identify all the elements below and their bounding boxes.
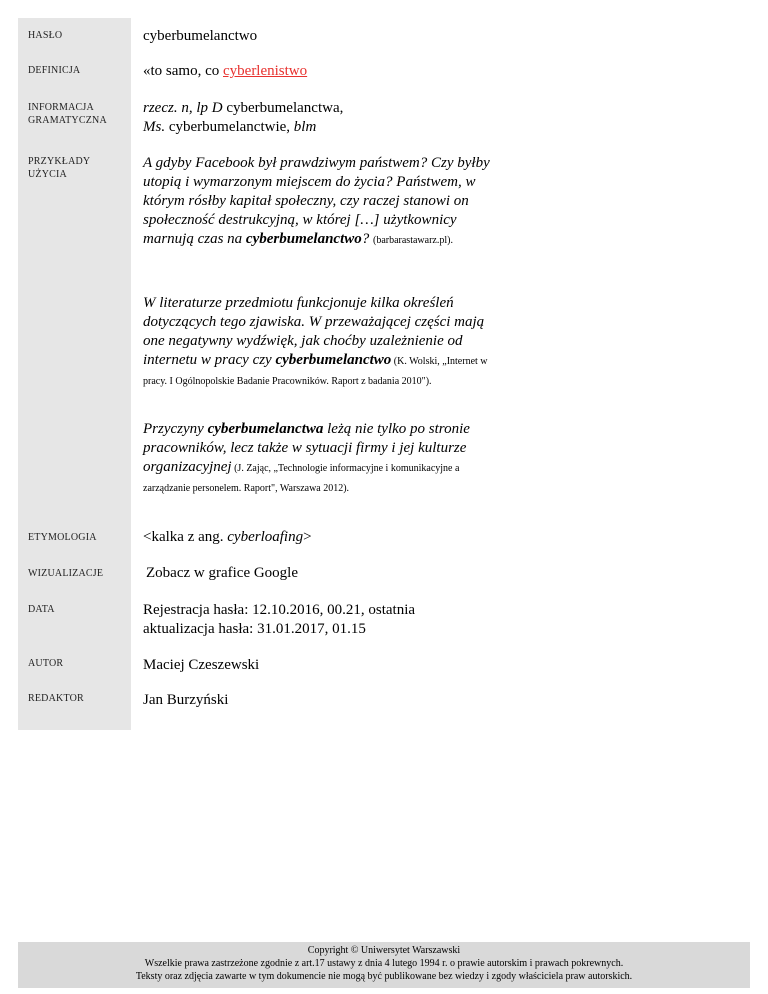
example-text: leżą nie tylko po stronie pracowników, lecz także w sytuacji firmy i jej kulturze organizacyjnej [143,421,470,475]
label-przyklady-uzycia [28,155,128,181]
example-1 [143,154,503,250]
headword: cyberbumelanctwo [143,28,258,44]
label-informacja-gramatyczna [28,101,128,127]
grammar-abbrev: Ms. [143,119,166,135]
label-line: UŻYCIA [28,169,67,180]
example-text: W literaturze przedmiotu funkcjonuje kilka określeń dotyczących tego zjawiska. W przeważającej części mają one negatywny wydźwięk, jak choćby uzależnienie od internetu w pracy czy [143,295,485,368]
grammar-line-2 [143,118,503,137]
grammar-info [143,99,503,137]
example-source: (J. Zając, „Technologie informacyjne i komunikacyjne a zarządzanie personelem. Raport", Warszawa 2012). [143,463,460,494]
footer-notice: Teksty oraz zdjęcia zawarte w tym dokumencie nie mogą być publikowane bez wiedzy i zgody właściciela praw autorskich. [135,971,633,982]
update-date: aktualizacja hasła: 31.01.2017, 01.15 [143,621,366,637]
label-line: GRAMATYCZNA [28,115,107,126]
label-etymologia: ETYMOLOGIA [28,532,97,543]
label-line: PRZYKŁADY [28,156,91,167]
example-headword: cyberbumelanctwo [275,352,392,368]
example-headword: cyberbumelanctwa [207,421,324,437]
etymology-prefix: <kalka z ang. [143,529,228,545]
grammar-abbrev: rzecz. n, lp D [143,100,223,116]
author: Maciej Czeszewski [143,657,260,673]
registration-date: Rejestracja hasła: 12.10.2016, 00.21, ostatnia [143,602,416,618]
label-definicja: DEFINICJA [28,65,81,76]
label-wizualizacje: WIZUALIZACJE [28,568,104,579]
etymology [143,528,503,547]
grammar-line-1 [143,99,503,118]
google-images-link[interactable]: Zobacz w grafice Google [146,565,299,581]
grammar-form: cyberbumelanctwie, [165,119,294,135]
dates [143,601,503,639]
label-haslo: HASŁO [28,30,63,41]
editor: Jan Burzyński [143,692,229,708]
label-data: DATA [28,604,55,615]
example-text: A gdyby Facebook był prawdziwym państwem? Czy byłby utopią i wymarzonym miejscem do życia? Państwem, w którym rósłby kapitał społeczny, czy raczej stanowi on społeczność destrukcyjną, w której […] użytkownicy marnują czas na [143,155,490,247]
example-headword: cyberbumelanctwo [245,231,362,247]
label-redaktor: REDAKTOR [28,693,84,704]
grammar-form: cyberbumelanctwa, [222,100,344,116]
footer-copyright: Copyright © Uniwersytet Warszawski [307,945,461,956]
definition [143,62,503,81]
etymology-source-word: cyberloafing [227,529,304,545]
example-text: ? [361,231,373,247]
example-3 [143,420,503,498]
example-source: (K. Wolski, „Internet w pracy. I Ogólnopolskie Badanie Pracowników. Raport z badania 2010"). [143,356,488,387]
definition-prefix: «to samo, co [143,63,223,79]
example-text: Przyczyny [143,421,208,437]
etymology-suffix: > [303,529,312,545]
example-2 [143,294,503,391]
grammar-abbrev: blm [293,119,317,135]
example-source: (barbarastawarz.pl). [373,235,453,246]
label-line: INFORMACJA [28,102,94,113]
label-autor: AUTOR [28,658,64,669]
footer-rights: Wszelkie prawa zastrzeżone zgodnie z art.17 ustawy z dnia 4 lutego 1994 r. o prawie autorskim i prawach pokrewnych. [144,958,624,969]
definition-link[interactable]: cyberlenistwo [223,63,308,79]
copyright-footer [18,942,750,988]
